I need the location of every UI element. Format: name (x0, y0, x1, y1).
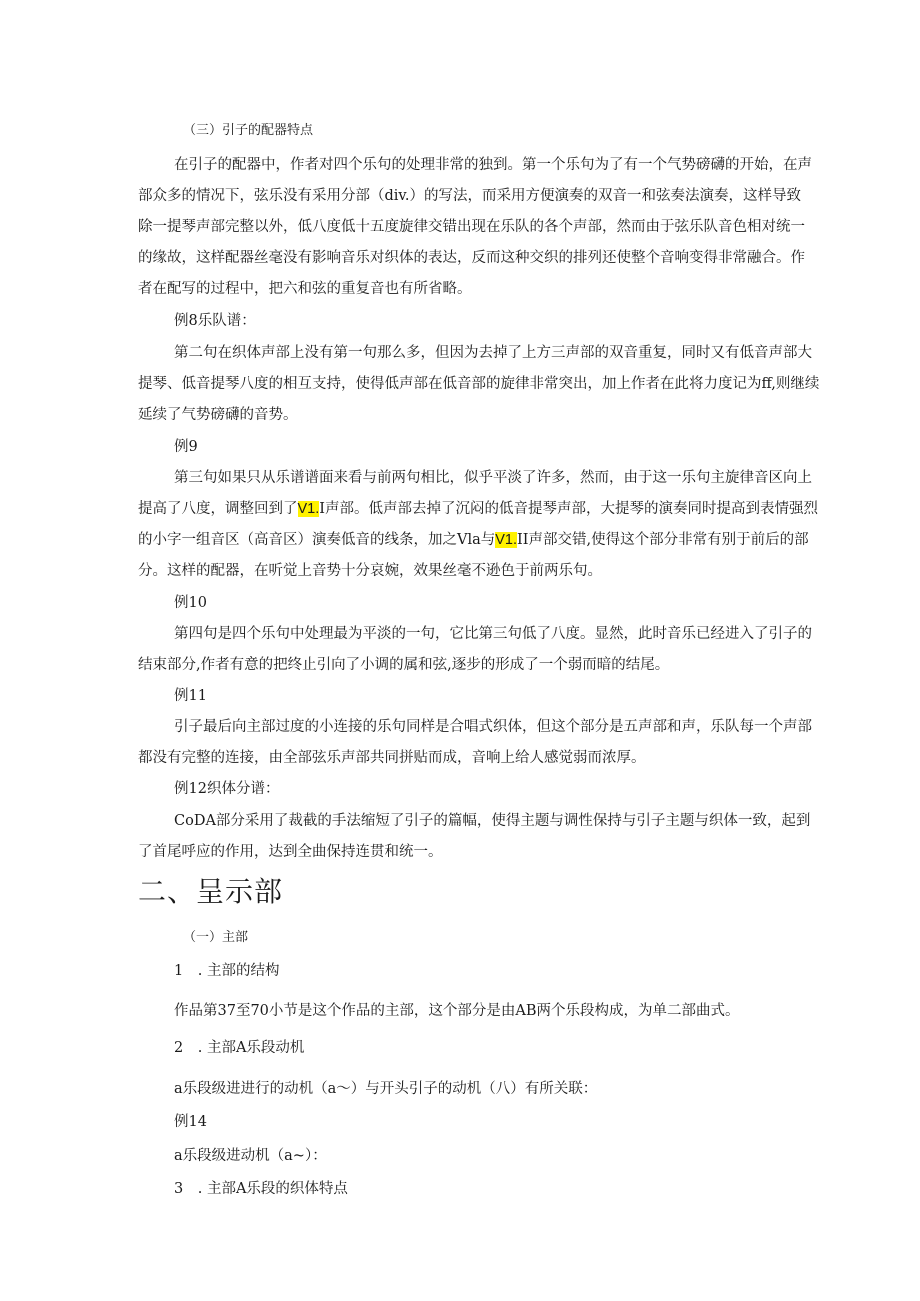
paragraph-line: 都没有完整的连接，由全部弦乐声部共同拼贴而成，音响上给人感觉弱而浓厚。 (138, 750, 646, 766)
chapter-title: 二、呈示部 (138, 875, 284, 908)
example-label: 例14 (174, 1114, 207, 1130)
text-run: II声部交错,使得这个部分非常有别于前后的部 (517, 532, 809, 548)
highlighted-text: V1. (495, 532, 518, 548)
paragraph-line: 第三句如果只从乐谱谱面来看与前两句相比，似乎平淡了许多，然而，由于这一乐句主旋律音区向上 (174, 470, 812, 486)
example-label: 例11 (174, 688, 207, 704)
paragraph-line: 作品第37至70小节是这个作品的主部，这个部分是由AB两个乐段构成，为单二部曲式。 (174, 1003, 740, 1019)
paragraph-line: 引子最后向主部过度的小连接的乐句同样是合唱式织体，但这个部分是五声部和声，乐队每一个声部 (174, 719, 812, 735)
paragraph-line: 在引子的配器中，作者对四个乐句的处理非常的独到。第一个乐句为了有一个气势磅礴的开始，在声 (174, 157, 812, 173)
text-run: 提高了八度，调整回到了 (138, 501, 298, 517)
paragraph-line: 第二句在织体声部上没有第一句那么多，但因为去掉了上方三声部的双音重复，同时又有低音声部大 (174, 345, 812, 361)
paragraph-line: 者在配写的过程中，把六和弦的重复音也有所省略。 (138, 281, 472, 297)
paragraph-line: 的缘故，这样配器丝毫没有影响音乐对织体的表达，反而这种交织的排列还使整个音响变得非常融合。作 (138, 250, 805, 266)
paragraph-line: 第四句是四个乐句中处理最为平淡的一句，它比第三句低了八度。显然，此时音乐已经进入了引子的 (174, 626, 812, 642)
example-label: 例9 (174, 439, 198, 455)
paragraph-line: a乐段级进进行的动机（a～）与开头引子的动机（八）有所关联： (174, 1081, 598, 1097)
paragraph-line (138, 530, 809, 550)
text-run: I声部。低声部去掉了沉闷的低音提琴声部，大提琴的演奏同时提高到表情强烈 (319, 501, 818, 517)
example-label: 例10 (174, 595, 207, 611)
text-run: 的小字一组音区（高音区）演奏低音的线条，加之Vla与 (138, 532, 496, 548)
subsection-heading: （一）主部 (183, 930, 249, 945)
highlighted-text: V1. (297, 501, 320, 517)
paragraph-line: 除一提琴声部完整以外，低八度低十五度旋律交错出现在乐队的各个声部，然而由于弦乐队音色相对统一 (138, 219, 805, 235)
paragraph-line: 了首尾呼应的作用，达到全曲保持连贯和统一。 (138, 844, 443, 860)
example-label: 例12织体分谱： (174, 781, 280, 797)
paragraph-line: a乐段级进动机（a~）： (174, 1148, 327, 1164)
paragraph-line (138, 499, 818, 519)
list-item-heading: 3 . 主部A乐段的织体特点 (174, 1181, 348, 1197)
paragraph-line: 结束部分,作者有意的把终止引向了小调的属和弦,逐步的形成了一个弱而暗的结尾。 (138, 657, 670, 673)
paragraph-line: 提琴、低音提琴八度的相互支持，使得低声部在低音部的旋律非常突出，加上作者在此将力度记为ff,则继续 (138, 376, 820, 392)
list-item-heading: 1 . 主部的结构 (174, 963, 280, 979)
paragraph-line: 延续了气势磅礴的音势。 (138, 407, 298, 423)
example-label: 例8乐队谱： (174, 313, 256, 329)
paragraph-line: 部众多的情况下，弦乐没有采用分部（div.）的写法，而采用方便演奏的双音一和弦奏法演奏，这样导致 (138, 188, 801, 204)
paragraph-line: 分。这样的配器，在听觉上音势十分哀婉，效果丝毫不逊色于前两乐句。 (138, 563, 602, 579)
list-item-heading: 2 . 主部A乐段动机 (174, 1040, 305, 1056)
section-heading: （三）引子的配器特点 (183, 123, 314, 138)
paragraph-line: CoDA部分采用了裁截的手法缩短了引子的篇幅，使得主题与调性保持与引子主题与织体一致，起到 (174, 813, 811, 829)
